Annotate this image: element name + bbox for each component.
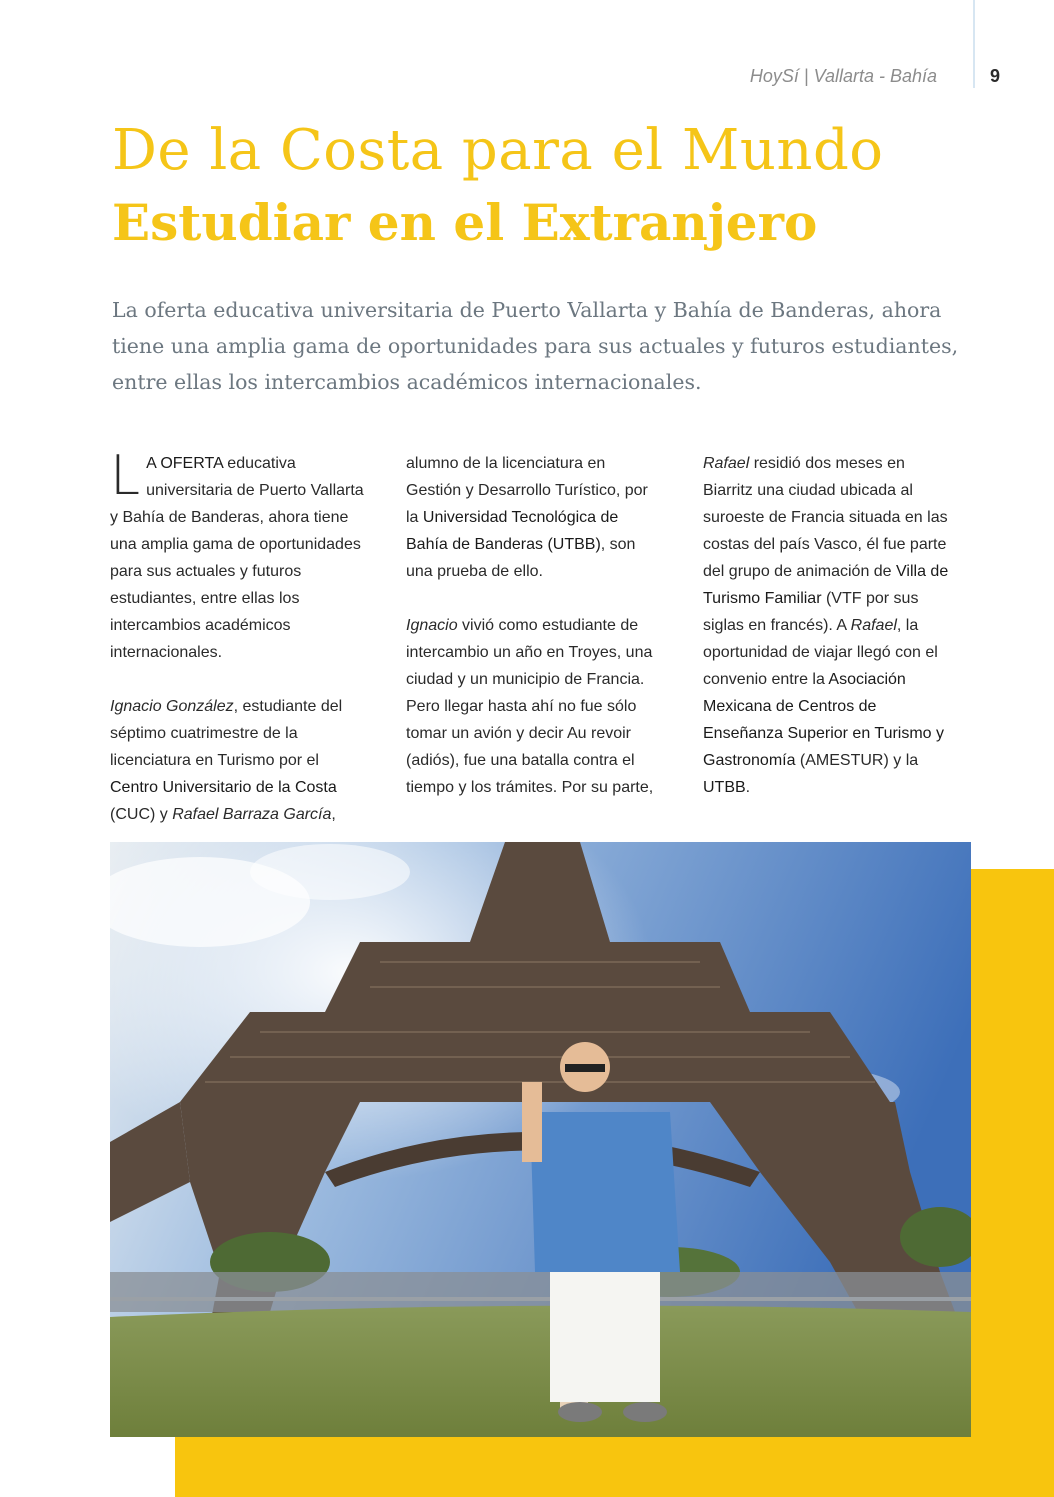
paragraph-text: alumno de la licenciatura en Gestión y Desarrollo Turístico, por la [406, 455, 648, 526]
paragraph-text: vivió como estudiante de intercambio un año en Troyes, una ciudad y un municipio de Francia. Pero llegar hasta ahí no fue sólo tomar un avión y decir Au revoir (adiós), fue una batalla contra el tiempo y los trámites. Por su parte, [406, 617, 654, 796]
publication-name: HoySí | Vallarta - Bahía [749, 66, 937, 86]
organization-name: Universidad Tecnológica de Bahía de Banderas (UTBB) [406, 509, 619, 553]
paragraph-text: educativa universitaria de Puerto Vallarta y Bahía de Banderas, ahora tiene una amplia gama de oportunidades para sus actuales y futuros estudiantes, entre ellas los intercambios académicos internacionales. [110, 455, 364, 661]
paragraph-text: , la oportunidad de viajar llegó con el convenio entre la [703, 617, 938, 688]
paragraph-text: , [331, 806, 336, 823]
paragraph-text: residió dos meses en Biarritz una ciudad ubicada al suroeste de Francia situada en las costas del país Vasco, él fue parte del grupo de animación de [703, 455, 948, 580]
paragraph [703, 450, 958, 801]
eiffel-tower-photo [110, 842, 971, 1437]
person-name: Ignacio González [110, 698, 234, 715]
paragraph [110, 693, 365, 828]
paragraph [406, 612, 661, 801]
paragraph-text: , estudiante del séptimo cuatrimestre de la licenciatura en Turismo por el [110, 698, 343, 769]
paragraph-text: , son una prueba de ello. [406, 536, 636, 580]
decorative-yellow-block-right [970, 869, 1054, 1497]
person-name: Rafael Barraza García [172, 806, 332, 823]
article-lead: La oferta educativa universitaria de Puerto Vallarta y Bahía de Banderas, ahora tiene una amplia gama de oportunidades para sus actuales y futuros estudiantes, entre ellas los intercambios académicos internacionales. [112, 298, 959, 394]
person-name: Rafael [703, 455, 750, 472]
organization-name: Asociación Mexicana de Centros de Enseñanza Superior en Turismo y Gastronomía [703, 671, 945, 769]
page-number: 9 [990, 66, 1001, 86]
paragraph [110, 444, 365, 666]
paragraph-text: (CUC) y [110, 806, 173, 823]
text-column-1 [110, 444, 365, 828]
text-column-3 [703, 450, 958, 801]
paragraph-text: . [745, 779, 751, 796]
paragraph-text: (VTF por sus siglas en francés). A [703, 590, 919, 634]
organization-name: Centro Universitario de la Costa [110, 779, 337, 796]
organization-name: Villa de Turismo Familiar [703, 563, 949, 607]
article-title: De la Costa para el Mundo [112, 118, 884, 183]
text-column-2 [406, 450, 661, 801]
person-name: Ignacio [406, 617, 458, 634]
drop-cap: L [110, 444, 141, 507]
header-rule [973, 0, 975, 88]
paragraph-text: (AMESTUR) y la [795, 752, 919, 769]
article-subtitle: Estudiar en el Extranjero [112, 193, 818, 252]
paragraph [406, 450, 661, 585]
lead-in-caps: A OFERTA [146, 455, 223, 472]
person-name: Rafael [850, 617, 897, 634]
organization-name: UTBB [703, 779, 746, 796]
decorative-yellow-block-bottom [175, 1436, 1054, 1497]
